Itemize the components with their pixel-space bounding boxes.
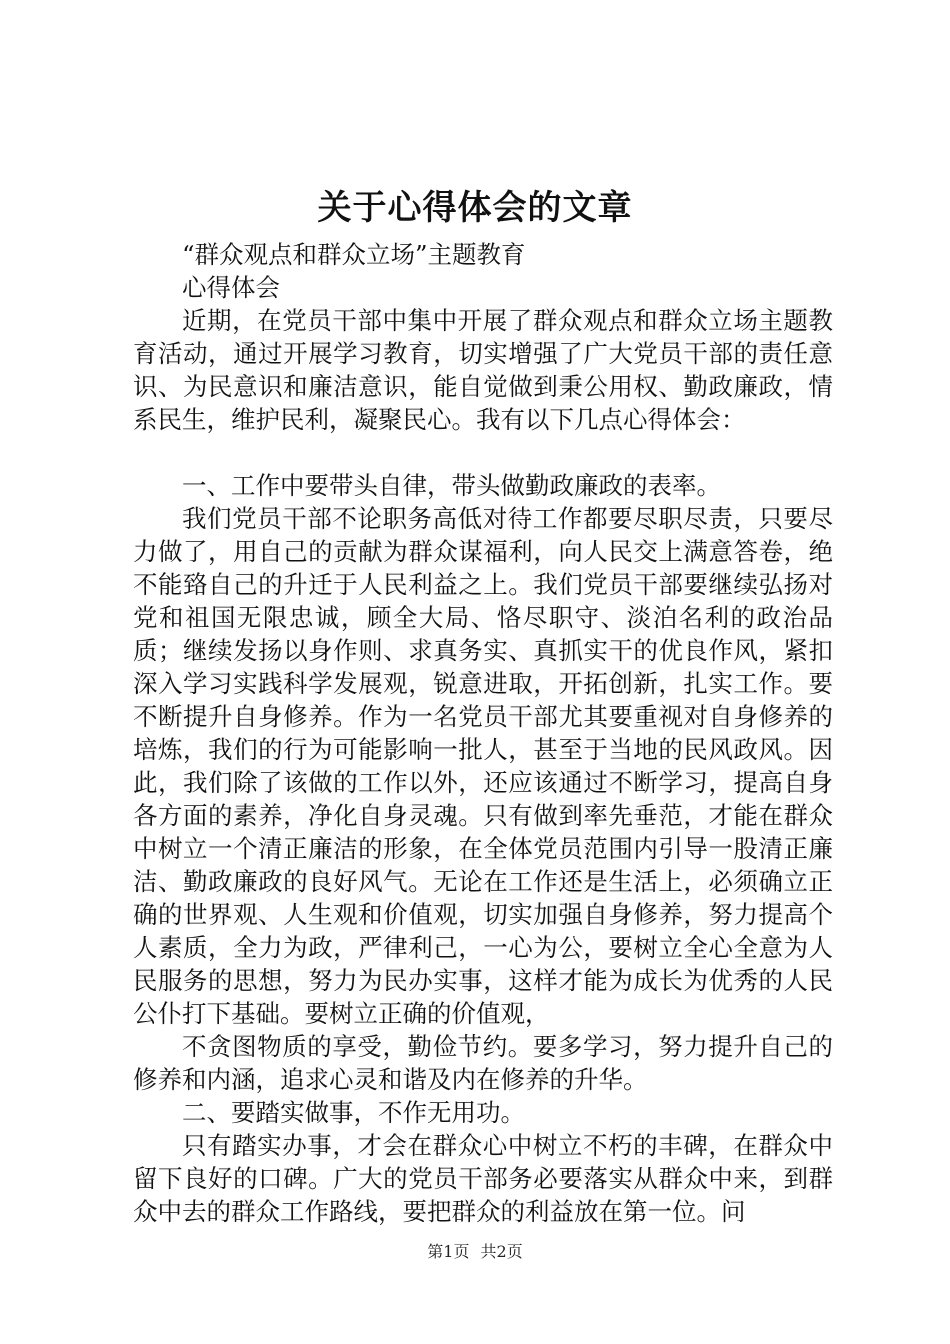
page-number: 第1页 [427,1242,470,1261]
page-total: 共2页 [480,1242,523,1261]
page-footer [0,1241,950,1263]
paragraph-section-1-cont: 不贪图物质的享受，勤俭节约。要多学习，努力提升自己的修养和内涵，追求心灵和谐及内在修养的升华。 [133,1032,833,1094]
subtitle-line: “群众观点和群众立场”主题教育 [182,240,526,269]
paragraph-section-2: 只有踏实办事，才会在群众心中树立不朽的丰碑，在群众中留下良好的口碑。广大的党员干部务必要落实从群众中来，到群众中去的群众工作路线，要把群众的利益放在第一位。问 [133,1131,833,1226]
paragraph-intro: 近期，在党员干部中集中开展了群众观点和群众立场主题教育活动，通过开展学习教育，切实增强了广大党员干部的责任意识、为民意识和廉洁意识，能自觉做到秉公用权、勤政廉政，情系民生，维护民利，凝聚民心。我有以下几点心得体会： [133,306,833,434]
document-body [133,238,833,1228]
section-heading-1: 一、工作中要带头自律，带头做勤政廉政的表率。 [182,471,721,500]
document-title: 关于心得体会的文章 [317,188,633,228]
section-heading-2: 二、要踏实做事，不作无用功。 [182,1098,525,1127]
subtitle-line-2: 心得体会 [182,273,280,302]
paragraph-section-1: 我们党员干部不论职务高低对待工作都要尽职尽责，只要尽力做了，用自己的贡献为群众谋福利，向人民交上满意答卷，绝不能臵自己的升迁于人民利益之上。我们党员干部要继续弘扬对党和祖国无限忠诚，顾全大局、恪尽职守、淡泊名利的政治品质；继续发扬以身作则、求真务实、真抓实干的优良作风，紧扣深入学习实践科学发展观，锐意进取，开拓创新，扎实工作。要不断提升自身修养。作为一名党员干部尤其要重视对自身修养的培炼，我们的行为可能影响一批人，甚至于当地的民风政风。因此，我们除了该做的工作以外，还应该通过不断学习，提高自身各方面的素养，净化自身灵魂。只有做到率先垂范，才能在群众中树立一个清正廉洁的形象，在全体党员范围内引导一股清正廉洁、勤政廉政的良好风气。无论在工作还是生活上，必须确立正确的世界观、人生观和价值观，切实加强自身修养，努力提高个人素质，全力为政，严律利己，一心为公，要树立全心全意为人民服务的思想，努力为民办实事，这样才能为成长为优秀的人民公仆打下基础。要树立正确的价值观， [133,504,833,1028]
